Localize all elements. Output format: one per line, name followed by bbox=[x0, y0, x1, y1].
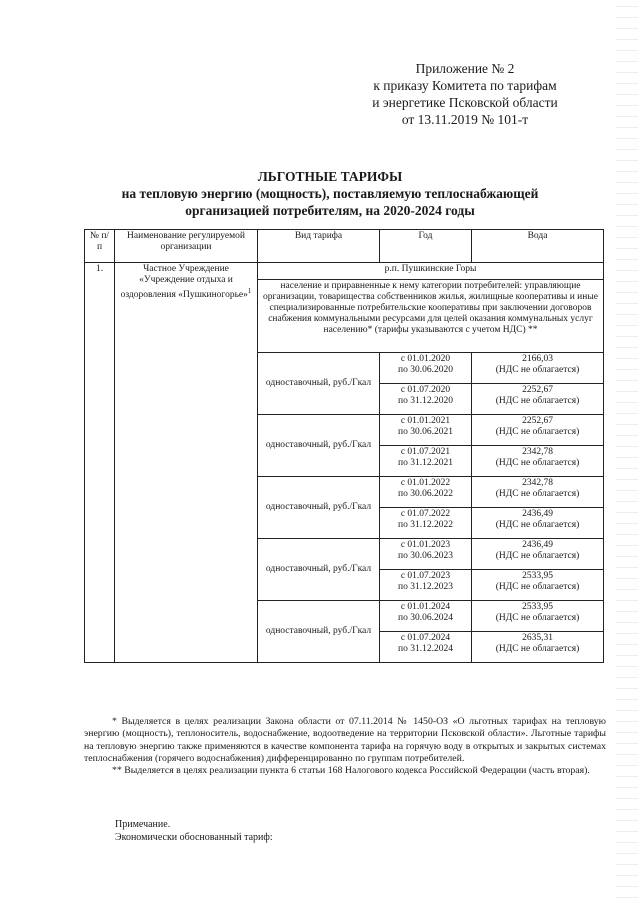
period-to: по 31.12.2024 bbox=[398, 644, 453, 654]
water-tariff bbox=[472, 570, 604, 601]
water-tariff bbox=[472, 384, 604, 415]
period-from: с 01.01.2024 bbox=[400, 602, 451, 612]
table-header-row bbox=[85, 230, 604, 263]
period-dates bbox=[380, 570, 472, 601]
period-from: с 01.07.2024 bbox=[400, 633, 451, 643]
tariff-value: 2166,03 bbox=[522, 354, 553, 364]
period-to: по 30.06.2021 bbox=[398, 427, 453, 437]
document-title bbox=[60, 168, 600, 219]
period-dates bbox=[380, 508, 472, 539]
period-to: по 30.06.2022 bbox=[398, 489, 453, 499]
vat-note: (НДС не облагается) bbox=[495, 458, 580, 468]
header-org: Наименование регулируемой организации bbox=[115, 230, 258, 263]
tariff-value: 2635,31 bbox=[522, 633, 553, 643]
tariff-kind: одноставочный, руб./Гкал bbox=[258, 601, 380, 663]
water-tariff bbox=[472, 632, 604, 663]
vat-note: (НДС не облагается) bbox=[495, 613, 580, 623]
vat-note: (НДС не облагается) bbox=[495, 644, 580, 654]
tariff-kind: одноставочный, руб./Гкал bbox=[258, 539, 380, 601]
period-from: с 01.01.2021 bbox=[400, 416, 451, 426]
period-to: по 31.12.2020 bbox=[398, 396, 453, 406]
period-from: с 01.07.2023 bbox=[400, 571, 451, 581]
period-to: по 31.12.2023 bbox=[398, 582, 453, 592]
vat-note: (НДС не облагается) bbox=[495, 489, 580, 499]
tariff-value: 2533,95 bbox=[522, 571, 553, 581]
note bbox=[115, 818, 273, 844]
period-from: с 01.07.2020 bbox=[400, 385, 451, 395]
footnotes bbox=[84, 716, 606, 777]
tariff-value: 2436,49 bbox=[522, 509, 553, 519]
tariff-kind: одноставочный, руб./Гкал bbox=[258, 415, 380, 477]
period-dates bbox=[380, 539, 472, 570]
water-tariff bbox=[472, 446, 604, 477]
tariff-value: 2252,67 bbox=[522, 385, 553, 395]
tariff-table bbox=[84, 229, 604, 663]
appendix-line-3: и энергетике Псковской области bbox=[372, 95, 558, 110]
water-tariff bbox=[472, 601, 604, 632]
period-to: по 31.12.2021 bbox=[398, 458, 453, 468]
org-cell bbox=[115, 263, 258, 663]
period-to: по 31.12.2022 bbox=[398, 520, 453, 530]
period-dates bbox=[380, 446, 472, 477]
period-from: с 01.01.2020 bbox=[400, 354, 451, 364]
locality: р.п. Пушкинские Горы bbox=[258, 263, 604, 280]
period-dates bbox=[380, 415, 472, 446]
locality-row bbox=[85, 263, 604, 280]
period-from: с 01.01.2023 bbox=[400, 540, 451, 550]
header-year: Год bbox=[380, 230, 472, 263]
appendix-line-1: Приложение № 2 bbox=[415, 61, 515, 76]
period-dates bbox=[380, 601, 472, 632]
tariff-value: 2436,49 bbox=[522, 540, 553, 550]
period-from: с 01.07.2021 bbox=[400, 447, 451, 457]
org-name: Частное Учреждение «Учреждение отдыха и оздоровления «Пушкиногорье» bbox=[120, 264, 248, 301]
vat-note: (НДС не облагается) bbox=[495, 582, 580, 592]
water-tariff bbox=[472, 508, 604, 539]
vat-note: (НДС не облагается) bbox=[495, 551, 580, 561]
note-line-2: Экономически обоснованный тариф: bbox=[115, 832, 273, 843]
appendix-header bbox=[330, 60, 600, 128]
footnote-2: ** Выделяется в целях реализации пункта 6 статьи 168 Налогового кодекса Российской Федерации (часть вторая). bbox=[112, 765, 590, 777]
period-from: с 01.07.2022 bbox=[400, 509, 451, 519]
title-line-1: ЛЬГОТНЫЕ ТАРИФЫ bbox=[257, 169, 403, 184]
period-dates bbox=[380, 477, 472, 508]
water-tariff bbox=[472, 415, 604, 446]
header-kind: Вид тарифа bbox=[258, 230, 380, 263]
tariff-kind: одноставочный, руб./Гкал bbox=[258, 353, 380, 415]
water-tariff bbox=[472, 353, 604, 384]
consumer-category: население и приравненные к нему категории потребителей: управляющие организации, товарищества собственников жилья, жилищные кооперативы и иные специализированные потребительские кооперативы при заключении договоров снабжения коммунальными ресурсами для целей оказания коммунальных услуг населению* (тарифы указываются с учетом НДС) ** bbox=[258, 280, 604, 353]
footnote-1: * Выделяется в целях реализации Закона области от 07.11.2014 № 1450-ОЗ «О льготных тарифах на тепловую энергию (мощность), теплоноситель, водоснабжение, водоотведение на территории Псковской области». Льготные тарифы на тепловую энергию также применяются в качестве компонента тарифа на горячую воду в открытых и закрытых системах теплоснабжения (горячего водоснабжения) дифференцированно по группам потребителей. bbox=[84, 716, 606, 764]
tariff-value: 2342,78 bbox=[522, 478, 553, 488]
tariff-value: 2252,67 bbox=[522, 416, 553, 426]
row-number: 1. bbox=[85, 263, 115, 663]
title-line-2: на тепловую энергию (мощность), поставляемую теплоснабжающей bbox=[121, 186, 539, 201]
title-line-3: организацией потребителям, на 2020-2024 годы bbox=[185, 203, 475, 218]
tariff-value: 2342,78 bbox=[522, 447, 553, 457]
period-to: по 30.06.2024 bbox=[398, 613, 453, 623]
tariff-kind: одноставочный, руб./Гкал bbox=[258, 477, 380, 539]
tariff-value: 2533,95 bbox=[522, 602, 553, 612]
vat-note: (НДС не облагается) bbox=[495, 365, 580, 375]
period-dates bbox=[380, 353, 472, 384]
period-to: по 30.06.2023 bbox=[398, 551, 453, 561]
vat-note: (НДС не облагается) bbox=[495, 396, 580, 406]
appendix-line-4: от 13.11.2019 № 101-т bbox=[401, 112, 529, 127]
org-footnote-mark: 1 bbox=[247, 287, 252, 295]
water-tariff bbox=[472, 539, 604, 570]
appendix-line-2: к приказу Комитета по тарифам bbox=[373, 78, 557, 93]
header-water: Вода bbox=[472, 230, 604, 263]
period-dates bbox=[380, 632, 472, 663]
water-tariff bbox=[472, 477, 604, 508]
header-num: № п/п bbox=[85, 230, 115, 263]
scan-edge bbox=[616, 0, 638, 905]
note-line-1: Примечание. bbox=[115, 819, 171, 830]
period-dates bbox=[380, 384, 472, 415]
period-to: по 30.06.2020 bbox=[398, 365, 453, 375]
vat-note: (НДС не облагается) bbox=[495, 427, 580, 437]
vat-note: (НДС не облагается) bbox=[495, 520, 580, 530]
period-from: с 01.01.2022 bbox=[400, 478, 451, 488]
